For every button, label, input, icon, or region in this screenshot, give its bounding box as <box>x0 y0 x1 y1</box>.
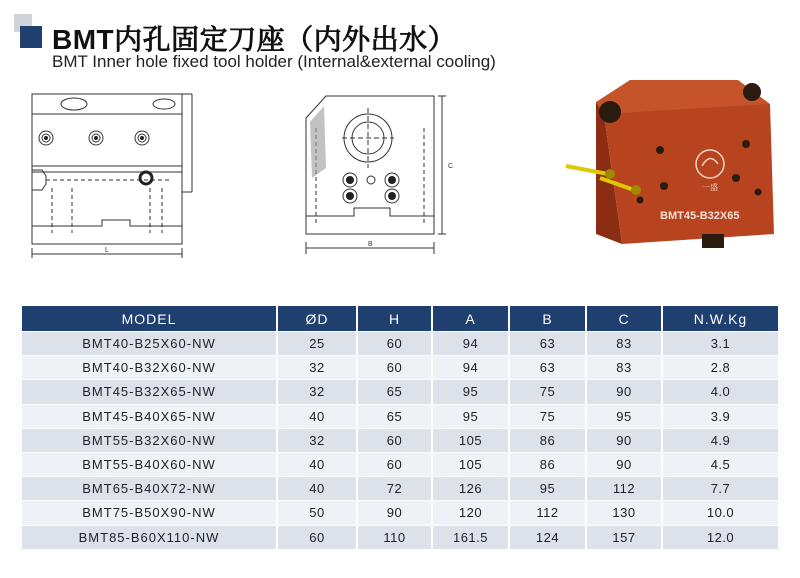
column-header-h: H <box>357 306 432 332</box>
table-row <box>22 332 778 356</box>
cell-diameter: 40 <box>277 404 357 428</box>
cell-c: 83 <box>586 356 662 380</box>
cell-diameter: 60 <box>277 525 357 549</box>
cell-h: 65 <box>357 380 432 404</box>
cell-c: 112 <box>586 477 662 501</box>
column-header-a: A <box>432 306 509 332</box>
cell-c: 95 <box>586 404 662 428</box>
cell-c: 90 <box>586 380 662 404</box>
header-square-icon <box>8 14 48 54</box>
cell-b: 63 <box>509 356 586 380</box>
cell-model: BMT40-B32X60-NW <box>22 356 277 380</box>
cell-diameter: 25 <box>277 332 357 356</box>
product-model-label: BMT45-B32X65 <box>660 210 740 222</box>
table-header-row <box>22 306 778 332</box>
cell-model: BMT40-B25X60-NW <box>22 332 277 356</box>
cell-h: 110 <box>357 525 432 549</box>
cell-diameter: 50 <box>277 501 357 525</box>
table-row <box>22 452 778 476</box>
cell-model: BMT45-B40X65-NW <box>22 404 277 428</box>
cell-a: 94 <box>432 356 509 380</box>
cell-c: 90 <box>586 428 662 452</box>
cell-b: 75 <box>509 380 586 404</box>
side-view-drawing <box>296 88 476 265</box>
cell-model: BMT65-B40X72-NW <box>22 477 277 501</box>
cell-h: 60 <box>357 452 432 476</box>
cell-h: 60 <box>357 428 432 452</box>
cell-diameter: 32 <box>277 380 357 404</box>
page-subtitle: BMT Inner hole fixed tool holder (Internal&external cooling) <box>52 52 496 71</box>
cell-b: 75 <box>509 404 586 428</box>
side-dimension-c-label: C <box>448 163 454 170</box>
cell-a: 105 <box>432 428 509 452</box>
cell-model: BMT85-B60X110-NW <box>22 525 277 549</box>
brand-mark: 一盛 <box>702 183 718 192</box>
cell-diameter: 32 <box>277 428 357 452</box>
column-header-diameter: ØD <box>277 306 357 332</box>
table-row <box>22 428 778 452</box>
page-title: BMT内孔固定刀座（内外出水） <box>52 24 457 55</box>
cell-a: 95 <box>432 380 509 404</box>
column-header-b: B <box>509 306 586 332</box>
column-header-weight: N.W.Kg <box>662 306 778 332</box>
table-body <box>22 332 778 549</box>
cell-c: 130 <box>586 501 662 525</box>
table-row <box>22 356 778 380</box>
cell-h: 90 <box>357 501 432 525</box>
cell-weight: 4.5 <box>662 452 778 476</box>
side-dimension-b-label: B <box>368 241 373 248</box>
cell-h: 65 <box>357 404 432 428</box>
spec-table <box>22 306 778 549</box>
table-row <box>22 525 778 549</box>
cell-diameter: 40 <box>277 477 357 501</box>
cell-weight: 4.0 <box>662 380 778 404</box>
cell-a: 126 <box>432 477 509 501</box>
cell-a: 120 <box>432 501 509 525</box>
cell-weight: 10.0 <box>662 501 778 525</box>
cell-c: 83 <box>586 332 662 356</box>
front-view-drawing <box>22 88 212 265</box>
cell-weight: 2.8 <box>662 356 778 380</box>
column-header-model: MODEL <box>22 306 277 332</box>
cell-h: 60 <box>357 356 432 380</box>
table-row <box>22 380 778 404</box>
cell-weight: 7.7 <box>662 477 778 501</box>
cell-c: 90 <box>586 452 662 476</box>
table-row <box>22 501 778 525</box>
table-row <box>22 404 778 428</box>
cell-weight: 12.0 <box>662 525 778 549</box>
cell-c: 157 <box>586 525 662 549</box>
cell-weight: 4.9 <box>662 428 778 452</box>
cell-model: BMT45-B32X65-NW <box>22 380 277 404</box>
cell-h: 72 <box>357 477 432 501</box>
cell-a: 95 <box>432 404 509 428</box>
cell-b: 86 <box>509 452 586 476</box>
cell-a: 105 <box>432 452 509 476</box>
cell-model: BMT75-B50X90-NW <box>22 501 277 525</box>
cell-diameter: 40 <box>277 452 357 476</box>
table-row <box>22 477 778 501</box>
product-photo <box>560 74 780 259</box>
column-header-c: C <box>586 306 662 332</box>
front-dimension-label: L <box>105 247 109 254</box>
cell-weight: 3.9 <box>662 404 778 428</box>
cell-b: 95 <box>509 477 586 501</box>
cell-model: BMT55-B32X60-NW <box>22 428 277 452</box>
cell-h: 60 <box>357 332 432 356</box>
cell-model: BMT55-B40X60-NW <box>22 452 277 476</box>
cell-a: 94 <box>432 332 509 356</box>
cell-a: 161.5 <box>432 525 509 549</box>
cell-b: 124 <box>509 525 586 549</box>
cell-weight: 3.1 <box>662 332 778 356</box>
cell-b: 86 <box>509 428 586 452</box>
cell-diameter: 32 <box>277 356 357 380</box>
cell-b: 112 <box>509 501 586 525</box>
cell-b: 63 <box>509 332 586 356</box>
